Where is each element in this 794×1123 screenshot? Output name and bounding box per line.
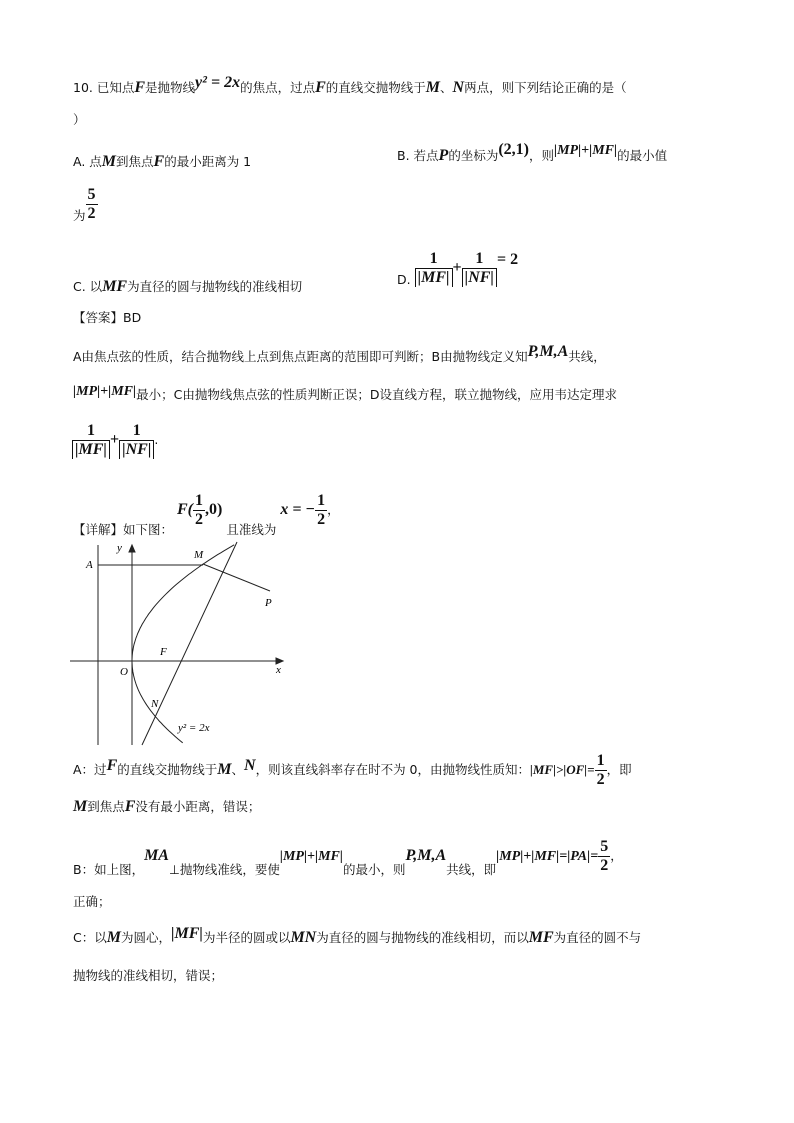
math: MF xyxy=(102,278,128,295)
math: y² = 2x xyxy=(195,74,241,91)
math: F xyxy=(106,757,118,774)
math: F xyxy=(153,153,165,170)
math: x = − xyxy=(280,501,316,518)
text: 的最小，则 xyxy=(342,862,406,877)
text: D. xyxy=(397,272,411,287)
solution-a-cont xyxy=(73,797,260,816)
question-stem-end: ） xyxy=(73,112,86,127)
text: A由焦点弦的性质，结合抛物线上点到焦点距离的范围即可判断；B由抛物线定义知 xyxy=(73,349,528,364)
text: C. 以 xyxy=(73,279,103,294)
math: |MP|+|MF| xyxy=(279,849,343,864)
text: 的最小值 xyxy=(617,148,668,163)
denominator: |MF| xyxy=(72,441,110,459)
text: 、 xyxy=(440,80,453,95)
math: P xyxy=(438,147,449,164)
denominator: |NF| xyxy=(462,269,497,287)
text: 为直径的圆不与 xyxy=(553,930,642,945)
math: M xyxy=(425,79,440,96)
text: 为圆心， xyxy=(120,930,171,945)
text: ， xyxy=(327,502,340,517)
label-f: F xyxy=(160,646,167,658)
math: |MP|+|MF| xyxy=(554,143,618,158)
parabola-curve xyxy=(132,545,234,743)
solution-c-cont: 抛物线的准线相切，错误； xyxy=(73,968,224,983)
solution-c xyxy=(73,925,642,947)
text: ，即 xyxy=(606,762,632,777)
text: 、 xyxy=(231,762,244,777)
label-n: N xyxy=(151,698,159,710)
text: . xyxy=(154,432,159,447)
text: 【详解】如下图： xyxy=(73,522,174,537)
text: 为直径的圆与抛物线的准线相切 xyxy=(127,279,303,294)
math: M xyxy=(217,761,232,778)
text: ，则该直线斜率存在时不为 0，由抛物线性质知： xyxy=(255,762,530,777)
math: |MP|+|MF|=|PA|= xyxy=(496,849,599,864)
math: F( xyxy=(177,501,193,518)
text: 10. 已知点 xyxy=(73,80,135,95)
numerator: 1 xyxy=(72,422,110,441)
math: F xyxy=(315,79,326,96)
text: 到焦点 xyxy=(116,154,154,169)
text: 共线， xyxy=(568,349,606,364)
math: M xyxy=(101,153,117,170)
numerator: 1 xyxy=(119,422,154,441)
math: MN xyxy=(290,929,317,946)
denominator: |MF| xyxy=(415,269,453,287)
math: MA xyxy=(144,847,169,864)
text: 两点，则下列结论正确的是（ xyxy=(464,80,627,95)
denominator: 2 xyxy=(195,511,203,528)
text: 为半径的圆或以 xyxy=(202,930,291,945)
math: MF xyxy=(528,929,554,946)
math: F xyxy=(134,79,146,96)
denominator: 2 xyxy=(317,511,326,528)
text: A：过 xyxy=(73,762,107,777)
plus: + xyxy=(109,431,120,448)
text: 的直线交抛物线于 xyxy=(325,80,426,95)
math: P,M,A xyxy=(405,847,447,864)
text: 为直径的圆与抛物线的准线相切，而以 xyxy=(316,930,529,945)
math: F xyxy=(124,798,136,815)
numerator: 1 xyxy=(462,250,497,269)
solution-b xyxy=(73,838,623,875)
numerator: 1 xyxy=(317,492,326,509)
text: 的坐标为 xyxy=(448,148,499,163)
label-y: y xyxy=(117,542,122,554)
fraction xyxy=(595,752,607,789)
denominator: 2 xyxy=(600,857,609,874)
label-curve-equation: y² = 2x xyxy=(178,722,210,734)
numerator: 1 xyxy=(415,250,453,269)
fraction xyxy=(598,838,610,875)
text: 到焦点 xyxy=(87,799,125,814)
math: (2,1) xyxy=(498,141,529,158)
math: |MF| xyxy=(170,925,203,942)
text: 的焦点，过点 xyxy=(240,80,316,95)
text: C：以 xyxy=(73,930,107,945)
math: N xyxy=(452,79,465,96)
label-o: O xyxy=(120,666,128,678)
math: |MP|+|MF| xyxy=(73,384,137,399)
text: ， xyxy=(610,848,623,863)
answer: 【答案】BD xyxy=(73,310,142,325)
text: ⊥抛物线准线，要使 xyxy=(168,862,280,877)
label-a: A xyxy=(86,559,93,571)
solution-a xyxy=(73,752,632,789)
label-m: M xyxy=(194,549,204,561)
denominator: |NF| xyxy=(119,441,154,459)
math: M xyxy=(106,929,121,946)
plus: + xyxy=(452,259,462,276)
numerator: 1 xyxy=(596,752,605,769)
text: 没有最小距离，错误； xyxy=(135,799,261,814)
text: 共线，即 xyxy=(446,862,497,877)
numerator: 5 xyxy=(600,838,609,855)
text: 是抛物线 xyxy=(145,80,196,95)
y-axis-arrow-icon xyxy=(129,545,135,552)
text: B. 若点 xyxy=(397,148,439,163)
label-x: x xyxy=(276,664,281,676)
math: = 2 xyxy=(496,251,519,268)
solution-b-cont: 正确； xyxy=(73,894,111,909)
text: 且准线为 xyxy=(226,522,277,537)
text: 的最小距离为 1 xyxy=(164,154,252,169)
math: N xyxy=(244,757,256,774)
text: 最小；C由抛物线焦点弦的性质判断正误；D设直线方程，联立抛物线，应用韦达定理求 xyxy=(136,387,617,402)
text: B：如上图， xyxy=(73,862,145,877)
numerator: 1 xyxy=(195,492,203,509)
text: 为 xyxy=(73,208,86,223)
math: |MF|>|OF|= xyxy=(530,762,595,777)
text: A. 点 xyxy=(73,154,102,169)
math: M xyxy=(73,798,88,815)
text: 的直线交抛物线于 xyxy=(117,762,218,777)
math: ,0) xyxy=(205,501,223,518)
denominator: 2 xyxy=(596,771,605,788)
math: P,M,A xyxy=(527,343,569,360)
segment-mp xyxy=(203,564,270,591)
text: ，则 xyxy=(528,148,554,163)
label-p: P xyxy=(265,597,272,609)
denominator: 2 xyxy=(87,205,96,222)
numerator: 5 xyxy=(87,186,96,203)
